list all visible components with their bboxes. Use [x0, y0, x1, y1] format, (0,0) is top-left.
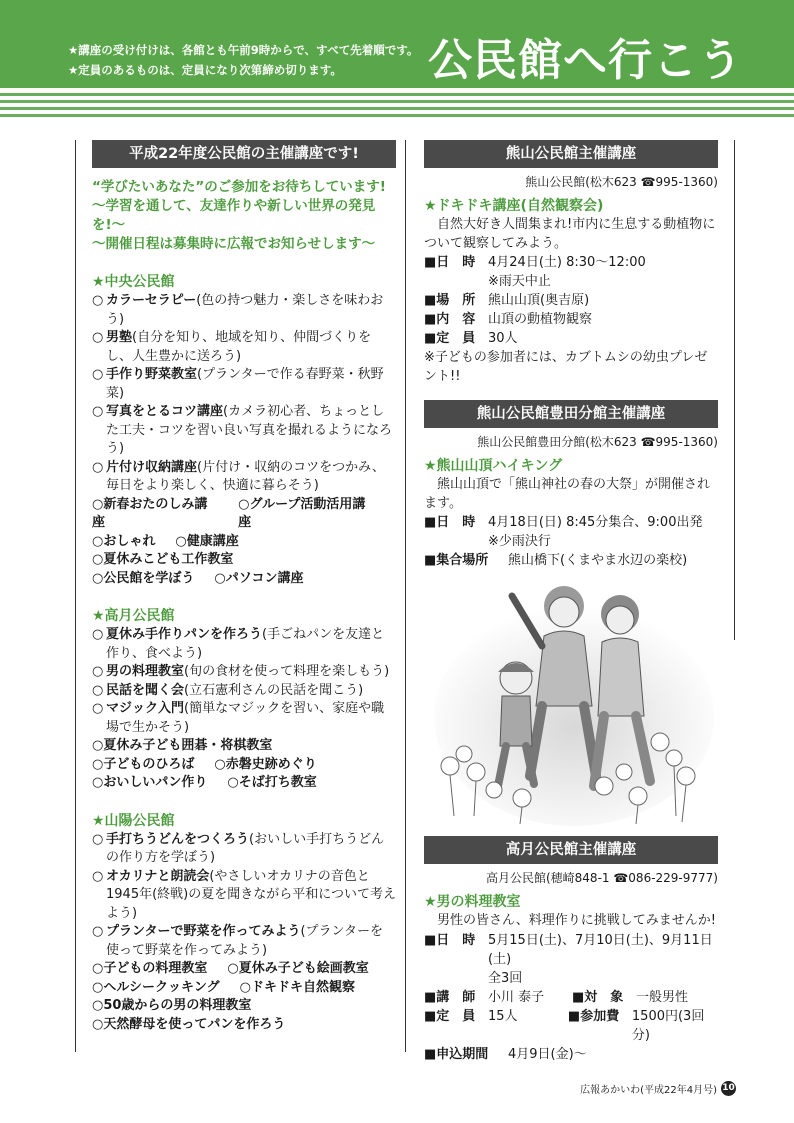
event-desc: 男性の皆さん、料理作りに挑戦してみませんか!: [437, 913, 716, 928]
detail-row: ■内 容 山頂の動植物観察: [424, 312, 593, 327]
column-rule: [75, 140, 76, 1052]
section-takatsuki: ★高月公民館: [92, 608, 175, 624]
header-banner: [0, 0, 794, 88]
block-title-takatsuki: 高月公民館主催講座: [424, 836, 718, 864]
left-box-title: 平成22年度公民館の主催講座です!: [92, 140, 396, 168]
notice-line: ★講座の受け付けは、各館とも午前9時からで、すべて先着順です。: [68, 43, 419, 57]
column-rule: [734, 140, 735, 640]
list-item: ○ プランターで野菜を作ってみよう(プランターを使って野菜を作ってみよう): [92, 924, 384, 958]
list-item: ○ 夏休み手作りパンを作ろう(手ごねパンを友達と作り、食べよう): [92, 627, 385, 661]
detail-row: ■日 時 4月18日(日) 8:45分集合、9:00出発: [424, 515, 703, 530]
list-item: ○公民館を学ぼう ○パソコン講座: [92, 570, 304, 586]
list-item: ○ヘルシークッキング ○ドキドキ自然観察: [92, 979, 355, 995]
notice-line: ★定員のあるものは、定員になり次第締め切ります。: [68, 63, 342, 77]
list-item: ○子どものひろば ○赤磐史跡めぐり: [92, 756, 317, 772]
list-item: ○ 写真をとるコツ講座(カメラ初心者、ちょっとした工夫・コツを習い良い写真を撮れるようになろう): [92, 404, 393, 456]
detail-row: ■定 員 30人: [424, 331, 518, 346]
detail-row: ■場 所 熊山山頂(奥吉原): [424, 293, 590, 308]
list-item: ○ 男の料理教室(旬の食材を使って料理を楽しもう): [92, 664, 390, 679]
lead-line: 〜学習を通して、友達作りや新しい世界の発見を!〜: [92, 198, 376, 233]
detail-row: ■日 時 5月15日(土)、7月10日(土)、9月11日(土): [424, 932, 713, 967]
lead-line: 〜開催日程は募集時に広報でお知らせします〜: [92, 236, 376, 252]
event-note: ※子どもの参加者には、カブトムシの幼虫プレゼント!!: [424, 350, 708, 384]
lead-line: “学びたいあなた”のご参加をお待ちしています!: [92, 179, 386, 195]
page-number: 10: [721, 1081, 736, 1096]
list-item: ○天然酵母を使ってパンを作ろう: [92, 1016, 286, 1032]
lead-text: [92, 178, 396, 254]
list-item: ○おしゃれ ○健康講座: [92, 533, 239, 549]
contact-info: 熊山公民館(松木623 ☎995-1360): [525, 175, 718, 189]
detail-row: ■申込期間 4月9日(金)〜: [424, 1046, 587, 1062]
event-title: ★男の料理教室: [424, 894, 521, 910]
block-title-kumayama: 熊山公民館主催講座: [424, 140, 718, 168]
hiking-family-illustration: [424, 576, 718, 826]
list-item: ○ 手打ちうどんをつくろう(おいしい手打ちうどんの作り方を学ぼう): [92, 831, 385, 865]
list-item: ○ 男塾(自分を知り、地域を知り、仲間づくりをし、人生豊かに送ろう): [92, 330, 372, 364]
list-item: ○子どもの料理教室 ○夏休み子ども絵画教室: [92, 961, 369, 976]
event-desc: 熊山山頂で「熊山神社の春の大祭」が開催されます。: [424, 477, 711, 511]
header-notices: [68, 40, 418, 80]
detail-row: ■講 師 小川 泰子 ■対 象 一般男性: [424, 989, 689, 1005]
detail-row: ■定 員 15人 ■参加費 1500円(3回分): [424, 1008, 705, 1043]
list-item: ○50歳からの男の料理教室: [92, 998, 252, 1013]
header-stripe: [0, 93, 794, 96]
page-title: 公民館へ行こう: [428, 35, 743, 86]
section-sanyo: ★山陽公民館: [92, 812, 175, 829]
header-stripe: [0, 100, 794, 103]
detail-row: ■集合場所 熊山橋下(くまやま水辺の楽校): [424, 553, 688, 568]
right-column: [424, 140, 718, 1064]
detail-note: ※雨天中止: [488, 274, 551, 289]
header-stripe: [0, 107, 794, 110]
section-chuo: ★中央公民館: [92, 274, 175, 290]
contact-info: 熊山公民館豊田分館(松木623 ☎995-1360): [477, 435, 718, 449]
header-stripe: [0, 114, 794, 117]
column-rule: [405, 140, 406, 1052]
event-desc: 自然大好き人間集まれ!市内に生息する動植物について観察してみよう。: [424, 217, 716, 251]
event-title: ★ドキドキ講座(自然観察会): [424, 198, 604, 214]
list-item: ○夏休み子ども囲碁・将棋教室: [92, 738, 273, 753]
footer-text: 広報あかいわ(平成22年4月号): [580, 1085, 717, 1096]
contact-info: 高月公民館(穂崎848-1 ☎086-229-9777): [485, 871, 718, 885]
list-item: ○ カラーセラピー(色の持つ魅力・楽しさを味わおう): [92, 293, 384, 327]
list-item: ○夏休みこども工作教室: [92, 552, 234, 567]
list-item: ○おいしいパン作り ○そば打ち教室: [92, 775, 317, 790]
list-item: ○新春おたのしみ講座 ○グループ活動活用講座: [92, 496, 366, 530]
list-item: ○ マジック入門(簡単なマジックを習い、家庭や職場で生かそう): [92, 701, 385, 735]
event-title: ★熊山山頂ハイキング: [424, 458, 563, 474]
list-item: ○ 民話を聞く会(立石憲利さんの民話を聞こう): [92, 682, 364, 698]
list-item: ○ 片付け収納講座(片付け・収納のコツをつかみ、毎日をより楽しく、快適に暮らそう): [92, 459, 385, 493]
block-title-toyoda: 熊山公民館豊田分館主催講座: [424, 400, 718, 428]
list-item: ○ 手作り野菜教室(プランターで作る春野菜・秋野菜): [92, 367, 384, 401]
page-footer: [580, 1081, 736, 1096]
left-column: [92, 140, 396, 1034]
detail-note: ※少雨決行: [488, 534, 551, 549]
list-item: ○ オカリナと朗読会(やさしいオカリナの音色と1945年(終戦)の夏を聞きながら平和について考えよう): [92, 868, 396, 921]
detail-note: 全3回: [488, 970, 523, 986]
detail-row: ■日 時 4月24日(土) 8:30〜12:00: [424, 255, 646, 270]
